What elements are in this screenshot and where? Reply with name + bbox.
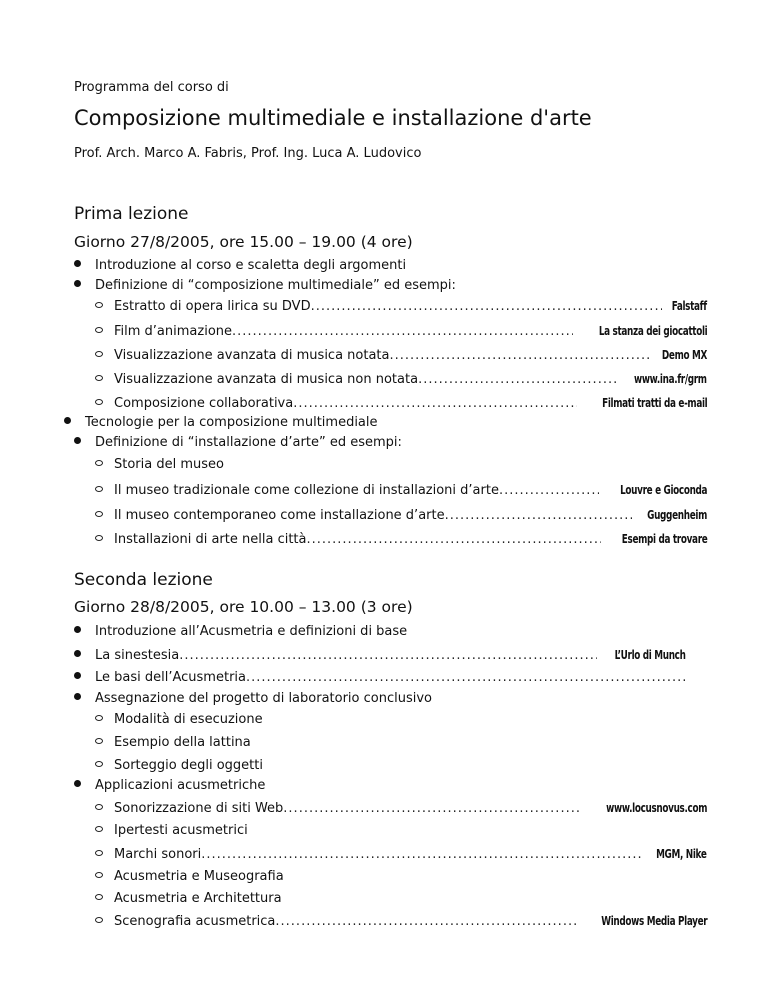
dot-leader — [201, 846, 643, 864]
item-text: Sonorizzazione di siti Web — [114, 801, 284, 816]
list-item — [74, 257, 686, 275]
circle-bullet-icon — [95, 761, 103, 767]
circle-bullet-icon — [95, 826, 103, 832]
item-text: Definizione di “installazione d’arte” ed esempi: — [95, 435, 402, 450]
dot-leader — [293, 395, 576, 413]
list-item — [74, 734, 707, 752]
item-text: Visualizzazione avanzata di musica notata — [114, 348, 390, 363]
circle-bullet-icon — [95, 460, 103, 466]
bullet-icon — [64, 417, 71, 424]
item-text: Introduzione all’Acusmetria e definizioni di base — [95, 624, 408, 639]
item-text: Acusmetria e Architettura — [114, 891, 282, 906]
item-text: Introduzione al corso e scaletta degli argomenti — [95, 258, 407, 273]
list-item — [74, 799, 707, 817]
bullet-icon — [74, 260, 81, 267]
list-item — [74, 912, 707, 930]
bullet-icon — [74, 437, 81, 444]
item-text: Assegnazione del progetto di laboratorio conclusivo — [95, 691, 432, 706]
circle-bullet-icon — [95, 351, 103, 357]
bullet-icon — [74, 693, 81, 700]
list-item — [74, 822, 707, 840]
item-text: Definizione di “composizione multimediale” ed esempi: — [95, 278, 456, 293]
circle-bullet-icon — [95, 715, 103, 721]
item-text: Estratto di opera lirica su DVD — [114, 299, 311, 314]
list-item — [74, 370, 707, 388]
bullet-icon — [74, 650, 81, 657]
item-reference: Windows Media Player — [600, 914, 707, 928]
item-text: Modalità di esecuzione — [114, 712, 263, 727]
list-item — [74, 481, 707, 499]
dot-leader — [307, 531, 601, 549]
list-item — [74, 434, 686, 452]
list-item — [74, 868, 707, 886]
list-item — [74, 646, 686, 664]
item-text: Marchi sonori — [114, 847, 202, 862]
dot-leader — [418, 371, 616, 389]
dot-leader — [232, 323, 573, 341]
list-item — [74, 297, 707, 315]
list-item — [74, 530, 707, 548]
item-text: Composizione collaborativa — [114, 396, 294, 411]
dot-leader — [246, 669, 686, 687]
circle-bullet-icon — [95, 399, 103, 405]
circle-bullet-icon — [95, 850, 103, 856]
item-reference: MGM, Nike — [656, 847, 707, 861]
course-authors: Prof. Arch. Marco A. Fabris, Prof. Ing. Luca A. Ludovico — [74, 146, 422, 161]
list-item — [74, 669, 686, 687]
circle-bullet-icon — [95, 511, 103, 517]
circle-bullet-icon — [95, 302, 103, 308]
bullet-icon — [74, 626, 81, 633]
item-reference: Guggenheim — [647, 508, 707, 522]
list-item — [74, 623, 686, 641]
dot-leader — [311, 298, 663, 316]
dot-leader — [499, 482, 599, 500]
lesson-1-date: Giorno 27/8/2005, ore 15.00 – 19.00 (4 ore) — [74, 233, 413, 251]
circle-bullet-icon — [95, 486, 103, 492]
item-text: Il museo contemporaneo come installazione d’arte — [114, 508, 445, 523]
list-item — [74, 277, 686, 295]
circle-bullet-icon — [95, 327, 103, 333]
item-text: Applicazioni acusmetriche — [95, 778, 266, 793]
list-item — [74, 890, 707, 908]
list-item — [74, 845, 707, 863]
dot-leader — [283, 800, 582, 818]
dot-leader — [445, 507, 632, 525]
circle-bullet-icon — [95, 872, 103, 878]
item-reference: www.locusnovus.com — [606, 801, 707, 815]
circle-bullet-icon — [95, 535, 103, 541]
list-item — [74, 322, 707, 340]
item-text: Storia del museo — [114, 457, 224, 472]
circle-bullet-icon — [95, 738, 103, 744]
course-title: Composizione multimediale e installazione d'arte — [74, 106, 592, 130]
list-item — [64, 414, 676, 432]
circle-bullet-icon — [95, 375, 103, 381]
item-reference: La stanza dei giocattoli — [598, 324, 707, 338]
circle-bullet-icon — [95, 894, 103, 900]
item-reference: Filmati tratti da e-mail — [601, 396, 707, 410]
list-item — [74, 346, 707, 364]
bullet-icon — [74, 672, 81, 679]
lesson-2-title: Seconda lezione — [74, 570, 213, 590]
item-reference: Falstaff — [671, 299, 707, 313]
item-reference: Louvre e Gioconda — [619, 483, 707, 497]
item-reference: www.ina.fr/grm — [634, 372, 707, 386]
list-item — [74, 690, 686, 708]
list-item — [74, 777, 686, 795]
list-item — [74, 456, 707, 474]
dot-leader — [275, 913, 575, 931]
item-text: Ipertesti acusmetrici — [114, 823, 248, 838]
item-text: Il museo tradizionale come collezione di installazioni d’arte — [114, 483, 499, 498]
item-text: Film d’animazione — [114, 324, 233, 339]
item-text: Visualizzazione avanzata di musica non notata — [114, 372, 419, 387]
item-reference: Demo MX — [661, 348, 707, 362]
item-text: Esempio della lattina — [114, 735, 251, 750]
circle-bullet-icon — [95, 917, 103, 923]
dot-leader — [179, 647, 597, 665]
list-item — [74, 394, 707, 412]
bullet-icon — [74, 780, 81, 787]
list-item — [74, 757, 707, 775]
item-text: Tecnologie per la composizione multimediale — [85, 415, 378, 430]
lesson-2-date: Giorno 28/8/2005, ore 10.00 – 13.00 (3 ore) — [74, 598, 413, 616]
item-reference: Esempi da trovare — [621, 532, 707, 546]
course-pretitle: Programma del corso di — [74, 80, 229, 95]
lesson-1-title: Prima lezione — [74, 204, 189, 224]
item-text: Le basi dell’Acusmetria — [95, 670, 246, 685]
item-text: Installazioni di arte nella città — [114, 532, 307, 547]
item-text: Sorteggio degli oggetti — [114, 758, 263, 773]
item-text: Acusmetria e Museografia — [114, 869, 284, 884]
item-reference: L’Urlo di Munch — [615, 648, 686, 662]
list-item — [74, 506, 707, 524]
dot-leader — [390, 347, 651, 365]
bullet-icon — [74, 280, 81, 287]
item-text: Scenografia acusmetrica — [114, 914, 276, 929]
circle-bullet-icon — [95, 804, 103, 810]
item-text: La sinestesia — [95, 648, 180, 663]
list-item — [74, 711, 707, 729]
